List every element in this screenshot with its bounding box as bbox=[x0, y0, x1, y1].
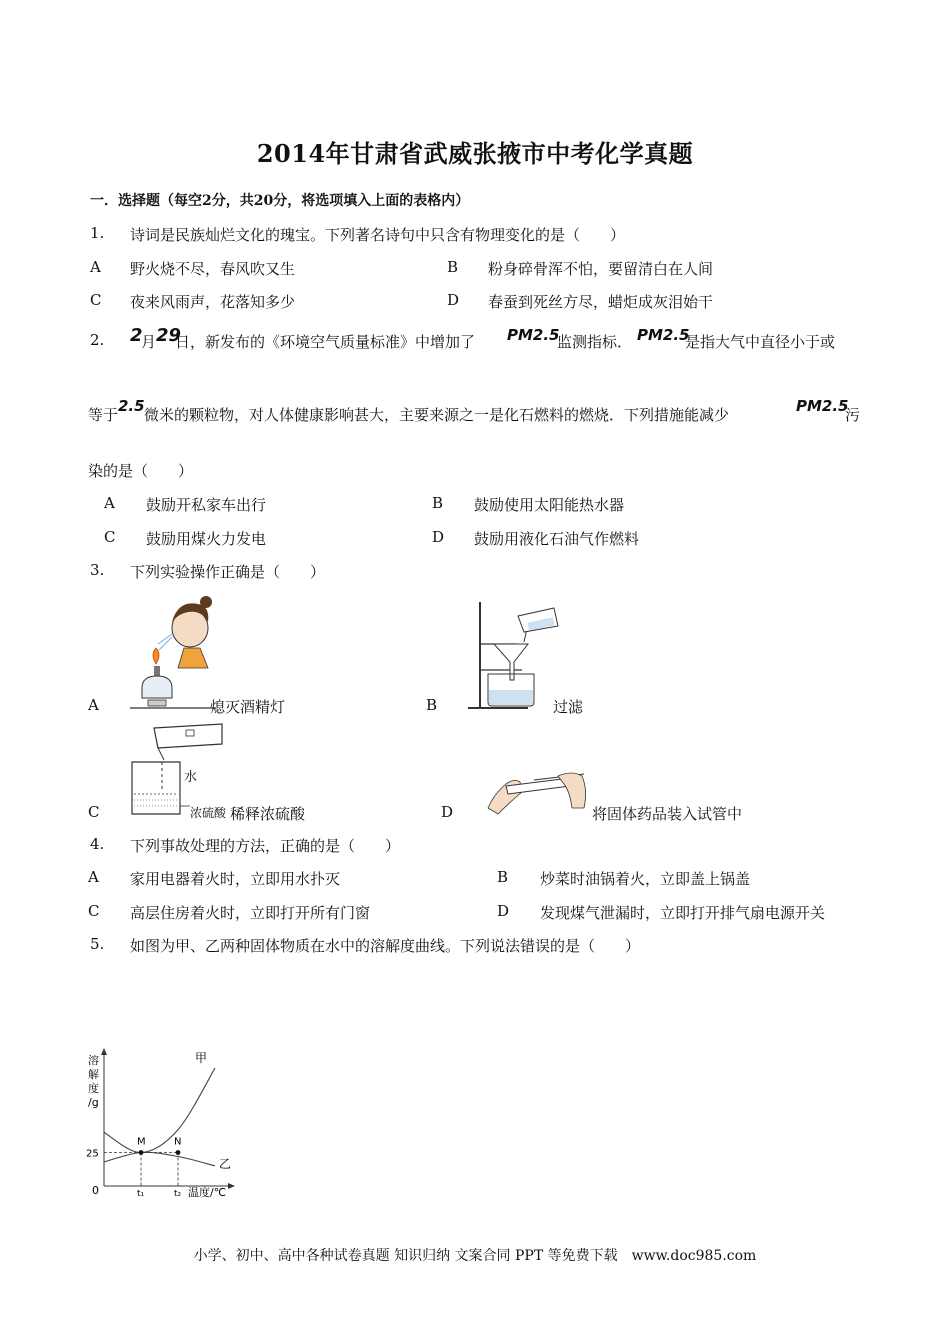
q4-option-c: 高层住房着火时，立即打开所有门窗 bbox=[130, 904, 371, 922]
q2-text-5: 微米的颗粒物，对人体健康影响甚大，主要来源之一是化石燃料的燃烧．下列措施能减少 bbox=[144, 406, 730, 424]
section-heading: 一．选择题（每空2分，共20分，将选项填入上面的表格内） bbox=[90, 193, 470, 209]
q4-option-b: 炒菜时油锅着火，立即盖上锅盖 bbox=[540, 870, 751, 888]
q1-number: 1. bbox=[90, 224, 105, 242]
point-label-M: M bbox=[137, 1136, 146, 1148]
q4-option-d: 发现煤气泄漏时，立即打开排气扇电源开关 bbox=[540, 904, 826, 922]
q2-option-d-letter: D bbox=[432, 528, 445, 546]
q5-number: 5. bbox=[90, 935, 105, 953]
point-M bbox=[139, 1150, 144, 1155]
y-label-2: 解 bbox=[88, 1068, 99, 1081]
q2-value-2-5: 2.5 bbox=[118, 397, 145, 415]
q1-option-b-letter: B bbox=[447, 258, 459, 276]
q2-pm25-a: PM2.5 bbox=[507, 326, 560, 344]
q2-text-1: 日，新发布的《环境空气质量标准》中增加了 bbox=[175, 333, 476, 351]
origin-label: 0 bbox=[92, 1184, 99, 1197]
q3-option-b-letter: B bbox=[426, 696, 438, 714]
q2-text-2: 监测指标． bbox=[557, 333, 633, 351]
q2-text-4: 等于 bbox=[88, 406, 119, 424]
q4-option-d-letter: D bbox=[497, 902, 510, 920]
q1-option-d-letter: D bbox=[447, 291, 460, 309]
q5-stem: 如图为甲、乙两种固体物质在水中的溶解度曲线。下列说法错误的是（ ） bbox=[130, 937, 641, 955]
q3-stem: 下列实验操作正确是（ ） bbox=[130, 563, 326, 581]
q3-option-c: 稀释浓硫酸 bbox=[230, 805, 306, 823]
q2-pm25-b: PM2.5 bbox=[637, 326, 690, 344]
q3-option-d: 将固体药品装入试管中 bbox=[592, 805, 743, 823]
q2-text-6: 污 bbox=[845, 406, 861, 424]
y-label-3: 度 bbox=[88, 1082, 99, 1095]
series-label-1: 甲 bbox=[195, 1051, 208, 1066]
q1-option-b: 粉身碎骨浑不怕，要留清白在人间 bbox=[488, 260, 714, 278]
q2-option-b-letter: B bbox=[432, 494, 444, 512]
q2-pm25-c: PM2.5 bbox=[796, 397, 849, 415]
q2-option-b: 鼓励使用太阳能热水器 bbox=[474, 496, 625, 514]
q3-option-c-letter: C bbox=[88, 803, 100, 821]
q2-option-c: 鼓励用煤火力发电 bbox=[146, 530, 267, 548]
q1-option-a: 野火烧不尽，春风吹又生 bbox=[130, 260, 296, 278]
x-axis-arrow bbox=[228, 1183, 235, 1189]
point-N bbox=[176, 1150, 181, 1155]
q3-option-a-letter: A bbox=[88, 696, 99, 714]
q3-option-d-letter: D bbox=[441, 803, 454, 821]
alcohol-lamp-illustration bbox=[128, 592, 220, 714]
y-label-1: 溶 bbox=[88, 1054, 99, 1067]
q3-number: 3. bbox=[90, 561, 105, 579]
q4-option-a: 家用电器着火时，立即用水扑灭 bbox=[130, 870, 341, 888]
acid-label: 浓硫酸 bbox=[190, 806, 227, 820]
q2-option-d: 鼓励用液化石油气作燃料 bbox=[474, 530, 640, 548]
page-title: 2014年甘肃省武威张掖市中考化学真题 bbox=[256, 139, 694, 168]
q1-option-c-letter: C bbox=[90, 291, 102, 309]
water-label: 水 bbox=[184, 770, 198, 785]
x-tick-1: t₁ bbox=[137, 1189, 145, 1199]
test-tube-illustration bbox=[484, 768, 592, 816]
filtration-illustration bbox=[466, 598, 562, 714]
q4-stem: 下列事故处理的方法，正确的是（ ） bbox=[130, 837, 401, 855]
q2-month-value: 2 bbox=[130, 325, 143, 346]
q3-option-b: 过滤 bbox=[553, 698, 584, 716]
series-line-2 bbox=[104, 1152, 215, 1166]
series-line-1 bbox=[104, 1068, 215, 1152]
q2-option-a: 鼓励开私家车出行 bbox=[146, 496, 267, 514]
q2-option-a-letter: A bbox=[104, 494, 115, 512]
q2-option-c-letter: C bbox=[104, 528, 116, 546]
y-tick-25: 25 bbox=[86, 1148, 99, 1160]
q2-text-7: 染的是（ ） bbox=[88, 462, 194, 480]
q1-option-a-letter: A bbox=[90, 258, 101, 276]
x-axis-label: 温度/℃ bbox=[188, 1186, 227, 1199]
q4-option-c-letter: C bbox=[88, 902, 100, 920]
y-label-4: /g bbox=[88, 1096, 99, 1109]
q1-stem: 诗词是民族灿烂文化的瑰宝。下列著名诗句中只含有物理变化的是（ ） bbox=[130, 226, 626, 244]
q1-option-c: 夜来风雨声，花落知多少 bbox=[130, 293, 296, 311]
q2-day-value: 29 bbox=[156, 325, 182, 346]
q4-number: 4. bbox=[90, 835, 105, 853]
footer: 小学、初中、高中各种试卷真题 知识归纳 文案合同 PPT 等免费下载 www.doc985.com bbox=[193, 1248, 757, 1264]
q3-option-a: 熄灭酒精灯 bbox=[210, 698, 286, 716]
q2-number: 2. bbox=[90, 331, 105, 349]
series-label-2: 乙 bbox=[219, 1156, 232, 1171]
solubility-chart bbox=[80, 1044, 250, 1204]
q2-text-3: 是指大气中直径小于或 bbox=[685, 333, 836, 351]
x-tick-2: t₂ bbox=[174, 1189, 182, 1199]
q4-option-b-letter: B bbox=[497, 868, 509, 886]
q2-month-text: 月 bbox=[141, 333, 157, 351]
q1-option-d: 春蚕到死丝方尽，蜡炬成灰泪始干 bbox=[488, 293, 714, 311]
y-axis-arrow bbox=[101, 1048, 107, 1055]
q4-option-a-letter: A bbox=[88, 868, 99, 886]
point-label-N: N bbox=[174, 1136, 182, 1148]
